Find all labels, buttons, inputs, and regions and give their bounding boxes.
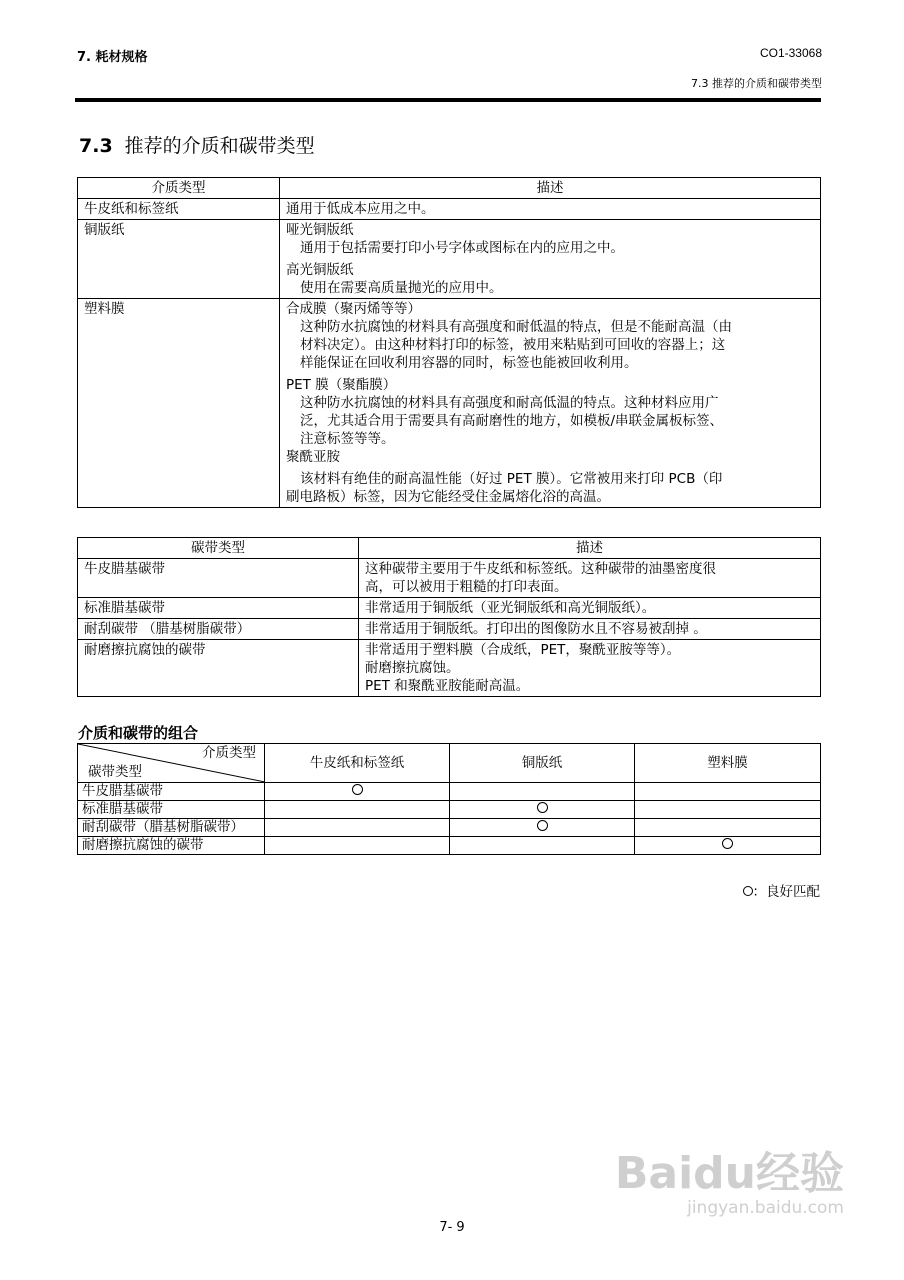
legend <box>743 880 821 900</box>
circle-mark-icon <box>352 784 363 795</box>
page-number: 7- 9 <box>439 1220 465 1235</box>
description-line: 非常适用于塑料膜（合成纸，PET，聚酰亚胺等等）。 <box>365 642 681 658</box>
column-header: 铜版纸 <box>450 744 635 783</box>
ribbon-row-header: 耐磨擦抗腐蚀的碳带 <box>78 837 265 855</box>
description-line: 这种碳带主要用于牛皮纸和标签纸。这种碳带的油墨密度很 <box>365 561 716 577</box>
match-cell <box>265 837 450 855</box>
description-line: 通用于低成本应用之中。 <box>286 201 435 217</box>
match-cell <box>265 801 450 819</box>
media-description-header: 描述 <box>280 178 821 199</box>
subtype-title: 聚酰亚胺 <box>286 449 340 465</box>
table-row <box>78 199 821 220</box>
table-row <box>78 559 821 598</box>
media-type-header: 介质类型 <box>78 178 280 199</box>
corner-header-cell <box>78 744 265 783</box>
ribbon-type-table <box>77 537 821 697</box>
ribbon-row-header: 耐刮碳带（腊基树脂碳带） <box>78 819 265 837</box>
subtype-title: 哑光铜版纸 <box>286 222 354 238</box>
combination-heading: 介质和碳带的组合 <box>78 724 199 742</box>
media-type-cell: 牛皮纸和标签纸 <box>78 199 280 220</box>
section-title: 推荐的介质和碳带类型 <box>124 135 315 157</box>
header-rule <box>75 98 821 102</box>
ribbon-description-cell <box>359 598 821 619</box>
corner-media-label: 介质类型 <box>202 745 256 761</box>
combination-row <box>78 783 821 801</box>
watermark-brand: Baidu经验 <box>614 1148 844 1199</box>
ribbon-row-header: 标准腊基碳带 <box>78 801 265 819</box>
circle-mark-icon <box>743 886 753 896</box>
match-cell <box>265 819 450 837</box>
description-line: 耐磨擦抗腐蚀。 <box>365 660 460 676</box>
description-line: 这种防水抗腐蚀的材料具有高强度和耐低温的特点，但是不能耐高温（由 <box>300 319 732 335</box>
column-header: 牛皮纸和标签纸 <box>265 744 450 783</box>
column-header: 塑料膜 <box>635 744 821 783</box>
circle-mark-icon <box>537 802 548 813</box>
description-line: 注意标签等等。 <box>300 431 395 447</box>
description-line: 高，可以被用于粗糙的打印表面。 <box>365 579 568 595</box>
match-cell <box>450 819 635 837</box>
section-number: 7.3 <box>79 135 113 157</box>
ribbon-row-header: 牛皮腊基碳带 <box>78 783 265 801</box>
ribbon-type-cell: 牛皮腊基碳带 <box>78 559 359 598</box>
combination-row <box>78 837 821 855</box>
legend-text: ：良好匹配 <box>752 884 820 900</box>
corner-ribbon-label: 碳带类型 <box>88 764 142 780</box>
subtype-title: 合成膜（聚丙烯等等） <box>286 301 421 317</box>
circle-mark-icon <box>722 838 733 849</box>
media-type-cell: 铜版纸 <box>78 220 280 299</box>
description-line: 材料决定）。由这种材料打印的标签，被用来粘贴到可回收的容器上；这 <box>300 337 726 353</box>
table-row <box>78 220 821 299</box>
media-description-cell <box>280 299 821 508</box>
media-type-cell: 塑料膜 <box>78 299 280 508</box>
description-line: 泛，尤其适合用于需要具有高耐磨性的地方，如模板/串联金属板标签、 <box>300 413 724 429</box>
ribbon-type-cell: 耐磨擦抗腐蚀的碳带 <box>78 640 359 697</box>
media-description-cell <box>280 220 821 299</box>
watermark-url: jingyan.baidu.com <box>687 1198 844 1218</box>
ribbon-description-cell <box>359 559 821 598</box>
match-cell <box>450 837 635 855</box>
description-line: 通用于包括需要打印小号字体或图标在内的应用之中。 <box>300 240 624 256</box>
match-cell <box>450 783 635 801</box>
match-cell <box>635 783 821 801</box>
subtype-title: PET 膜（聚酯膜） <box>286 377 397 393</box>
ribbon-description-cell <box>359 619 821 640</box>
ribbon-description-header: 描述 <box>359 538 821 559</box>
match-cell <box>450 801 635 819</box>
watermark <box>615 1150 844 1218</box>
description-line: 这种防水抗腐蚀的材料具有高强度和耐高低温的特点。这种材料应用广 <box>300 395 719 411</box>
description-line: 刷电路板）标签，因为它能经受住金属熔化浴的高温。 <box>286 489 610 505</box>
description-line: 使用在需要高质量抛光的应用中。 <box>300 280 503 296</box>
section-heading <box>79 131 315 158</box>
table-row <box>78 299 821 508</box>
combination-table <box>77 743 821 855</box>
combination-row <box>78 819 821 837</box>
description-line: PET 和聚酰亚胺能耐高温。 <box>365 678 530 694</box>
description-line: 非常适用于铜版纸（亚光铜版纸和高光铜版纸）。 <box>365 600 656 616</box>
ribbon-type-cell: 标准腊基碳带 <box>78 598 359 619</box>
combination-row <box>78 801 821 819</box>
document-code: CO1-33068 <box>759 46 822 60</box>
match-cell <box>635 819 821 837</box>
ribbon-type-cell: 耐刮碳带 （腊基树脂碳带） <box>78 619 359 640</box>
description-line: 样能保证在回收利用容器的同时，标签也能被回收利用。 <box>300 355 638 371</box>
subtype-title: 高光铜版纸 <box>286 262 354 278</box>
ribbon-type-header: 碳带类型 <box>78 538 359 559</box>
ribbon-description-cell <box>359 640 821 697</box>
table-row <box>78 619 821 640</box>
match-cell <box>265 783 450 801</box>
section-reference: 7.3 推荐的介质和碳带类型 <box>691 77 822 90</box>
media-description-cell <box>280 199 821 220</box>
description-line: 非常适用于铜版纸。打印出的图像防水且不容易被刮掉 。 <box>365 621 707 637</box>
match-cell <box>635 801 821 819</box>
match-cell <box>635 837 821 855</box>
chapter-title: 7. 耗材规格 <box>77 50 148 65</box>
combination-header-row <box>78 744 821 783</box>
media-type-table <box>77 177 821 508</box>
table-row <box>78 640 821 697</box>
table-row <box>78 598 821 619</box>
description-line: 该材料有绝佳的耐高温性能（好过 PET 膜）。它常被用来打印 PCB（印 <box>300 471 723 487</box>
circle-mark-icon <box>537 820 548 831</box>
